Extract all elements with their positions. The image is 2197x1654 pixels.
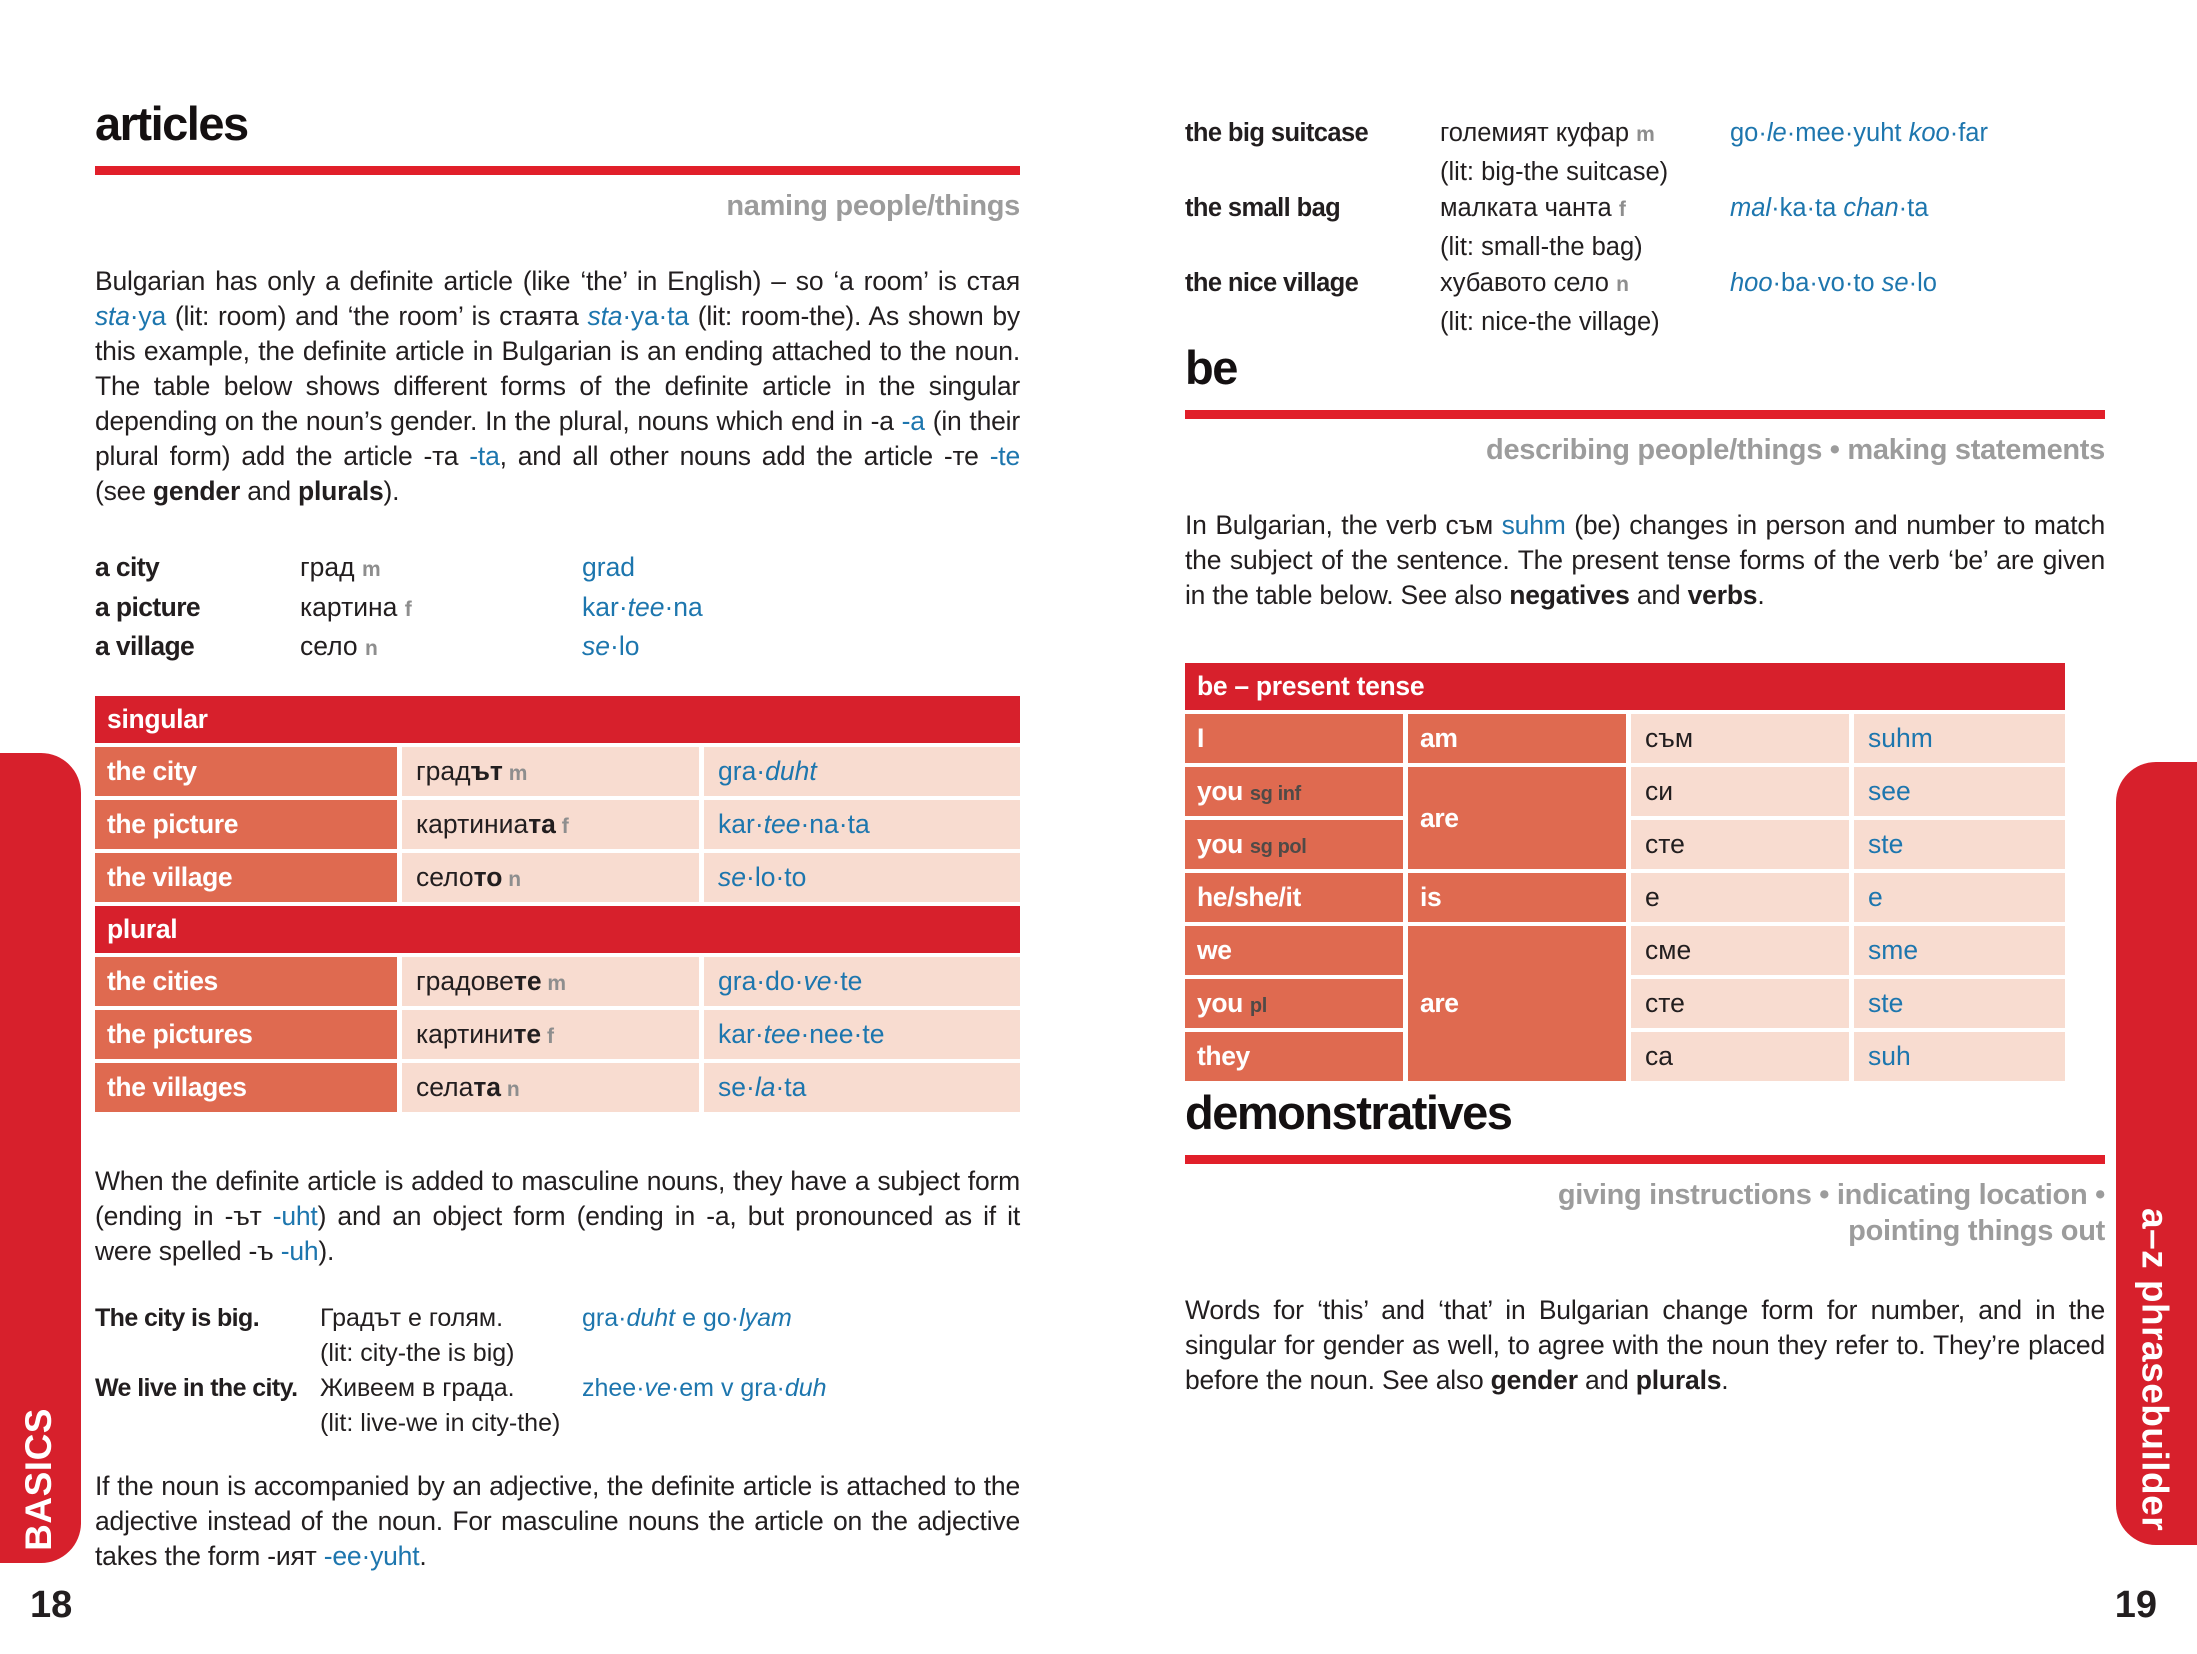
table-header-be-present: be – present tense (1185, 663, 2065, 710)
table-header-row (95, 696, 1020, 743)
cell-phonetic: sme (1854, 926, 2065, 975)
cell-english: the village (95, 853, 397, 902)
table-row (95, 1063, 1020, 1112)
example-row (1185, 190, 2105, 265)
cell-bulgarian: е (1631, 873, 1849, 922)
cell-bulgarian: градовете m (402, 957, 699, 1006)
cell-bulgarian: сте (1631, 979, 1849, 1028)
section-subtitle-articles: naming people/things (726, 190, 1020, 222)
cell-english: the pictures (95, 1010, 397, 1059)
table-header-plural: plural (95, 906, 1020, 953)
word-list-row (95, 589, 1020, 629)
word-list-row (95, 549, 1020, 589)
phonetic-sentence: zhee·ve·em v gra·duh (582, 1373, 827, 1402)
literal-gloss: (lit: big-the suitcase) (1440, 157, 1669, 186)
cell-verb: am (1408, 714, 1626, 763)
title-rule (95, 166, 1020, 175)
cell-english: the city (95, 747, 397, 796)
bulgarian-term: малката чанта f (1440, 194, 1626, 222)
phonetic-term: hoo·ba·vo·to se·lo (1730, 269, 1937, 297)
definite-article-table (90, 692, 1025, 1116)
subtitle-line: pointing things out (1848, 1215, 2105, 1247)
bulgarian-sentence: Градът е голям. (320, 1303, 504, 1332)
cell-pronoun: they (1185, 1032, 1403, 1081)
chapter-tab-label: BASICS (17, 1408, 59, 1551)
table-row (95, 800, 1020, 849)
cell-bulgarian: сме (1631, 926, 1849, 975)
cell-bulgarian: селата n (402, 1063, 699, 1112)
cell-pronoun: he/she/it (1185, 873, 1403, 922)
cell-bulgarian: селото n (402, 853, 699, 902)
cell-phonetic: se·lo·to (704, 853, 1020, 902)
demonstratives-intro-paragraph: Words for ‘this’ and ‘that’ in Bulgarian change form for number, and in the singular for gender as well, to agree with the noun they refer to. They’re placed before the noun. See also gender and plurals. (1185, 1295, 2105, 1395)
english-term: the small bag (1185, 194, 1341, 222)
cell-bulgarian: са (1631, 1032, 1849, 1081)
cell-pronoun: I (1185, 714, 1403, 763)
cell-pronoun: you sg inf (1185, 767, 1403, 816)
chapter-tab-label: a–z phrasebuilder (2134, 1207, 2176, 1531)
cell-pronoun: you sg pol (1185, 820, 1403, 869)
bulgarian-term: хубавото село n (1440, 269, 1629, 297)
table-row (95, 1010, 1020, 1059)
example-row (95, 1301, 1020, 1371)
section-title-demonstratives: demonstratives (1185, 1086, 1512, 1139)
cell-phonetic: gra·duht (704, 747, 1020, 796)
definite-example-list (1185, 115, 2105, 340)
cell-phonetic: kar·tee·na·ta (704, 800, 1020, 849)
cell-english: the villages (95, 1063, 397, 1112)
english-sentence: The city is big. (95, 1303, 260, 1332)
literal-gloss: (lit: live-we in city-the) (320, 1408, 561, 1437)
cell-phonetic: e (1854, 873, 2065, 922)
title-rule (1185, 410, 2105, 419)
cell-bulgarian: си (1631, 767, 1849, 816)
phonetic-term: mal·ka·ta chan·ta (1730, 194, 1929, 222)
cell-bulgarian: сте (1631, 820, 1849, 869)
english-term: a city (95, 552, 160, 582)
english-term: a village (95, 631, 195, 661)
page-number-right: 19 (2114, 1584, 2157, 1626)
literal-gloss: (lit: small-the bag) (1440, 232, 1643, 261)
page-left (95, 96, 1020, 1574)
table-row (1185, 926, 2065, 975)
articles-intro-paragraph: Bulgarian has only a definite article (like ‘the’ in English) – so ‘a room’ is стая sta·ya (lit: room) and ‘the room’ is стаята sta·ya·ta (lit: room-the). As shown by this example, the definite article in Bulgarian is an ending attached to the noun. The table below shows different forms of the definite article in the singular depending on the noun’s gender. In the plural, nouns which end in -а -a (in their plural form) add the article -та -ta, and all other nouns add the article -те -te (see gender and plurals). (95, 266, 1021, 506)
cell-verb: are (1408, 926, 1626, 1081)
cell-bulgarian: картиниата f (402, 800, 699, 849)
be-intro-paragraph: In Bulgarian, the verb съм suhm (be) changes in person and number to match the subject of the sentence. The present tense forms of the verb ‘be’ are given in the table below. See also negatives and verbs. (1185, 510, 2105, 610)
cell-bulgarian: картините f (402, 1010, 699, 1059)
section-subtitle-demonstratives (1185, 1177, 2105, 1249)
cell-verb: are (1408, 767, 1626, 869)
cell-phonetic: ste (1854, 820, 2065, 869)
phonetic-term: kar·tee·na (582, 591, 703, 622)
section-title-be: be (1185, 341, 1237, 394)
bulgarian-term: град m (300, 552, 381, 582)
english-sentence: We live in the city. (95, 1373, 298, 1402)
phonetic-term: se·lo (582, 631, 640, 661)
adjective-note-paragraph: If the noun is accompanied by an adjective, the definite article is attached to the adjective instead of the noun. For masculine nouns the article on the adjective takes the form -ият -ee·yuht. (95, 1470, 1020, 1571)
cell-pronoun: you pl (1185, 979, 1403, 1028)
english-term: the nice village (1185, 269, 1359, 297)
cell-verb: is (1408, 873, 1626, 922)
subtitle-line: giving instructions • indicating location • (1557, 1179, 2105, 1211)
cell-bulgarian: съм (1631, 714, 1849, 763)
cell-phonetic: suhm (1854, 714, 2065, 763)
cell-english: the picture (95, 800, 397, 849)
cell-pronoun: we (1185, 926, 1403, 975)
example-row (95, 1371, 1020, 1441)
section-subtitle-be: describing people/things • making statements (1486, 434, 2105, 466)
literal-gloss: (lit: city-the is big) (320, 1338, 515, 1367)
cell-phonetic: ste (1854, 979, 2065, 1028)
cell-phonetic: see (1854, 767, 2065, 816)
english-term: the big suitcase (1185, 119, 1369, 147)
title-rule (1185, 1155, 2105, 1164)
cell-english: the cities (95, 957, 397, 1006)
word-list-row (95, 628, 1020, 668)
table-row (95, 957, 1020, 1006)
cell-bulgarian: градът m (402, 747, 699, 796)
word-list (95, 549, 1020, 668)
cell-phonetic: se·la·ta (704, 1063, 1020, 1112)
table-row (95, 747, 1020, 796)
be-present-tense-table (1180, 659, 2070, 1085)
example-row (1185, 115, 2105, 190)
table-header-row (1185, 663, 2065, 710)
example-row (1185, 265, 2105, 340)
cell-phonetic: gra·do·ve·te (704, 957, 1020, 1006)
section-title-articles: articles (95, 97, 248, 150)
bulgarian-sentence: Живеем в града. (320, 1373, 515, 1402)
example-list (95, 1301, 1020, 1441)
table-row (1185, 873, 2065, 922)
table-header-row (95, 906, 1020, 953)
chapter-tab-basics (0, 753, 81, 1563)
cell-phonetic: kar·tee·nee·te (704, 1010, 1020, 1059)
table-row (1185, 714, 2065, 763)
page-number-left: 18 (30, 1584, 73, 1626)
masculine-note-paragraph: When the definite article is added to masculine nouns, they have a subject form (ending in -ът -uht) and an object form (ending in -a, but pronounced as if it were spelled -ъ -uh). (95, 1165, 1020, 1266)
table-header-singular: singular (95, 696, 1020, 743)
page-right (1185, 115, 2105, 1398)
phonetic-term: go·le·mee·yuht koo·far (1730, 119, 1988, 147)
cell-phonetic: suh (1854, 1032, 2065, 1081)
chapter-tab-phrasebuilder (2116, 762, 2197, 1545)
bulgarian-term: големият куфар m (1440, 119, 1655, 147)
phonetic-term: grad (582, 552, 636, 582)
table-row (95, 853, 1020, 902)
phonetic-sentence: gra·duht e go·lyam (582, 1303, 792, 1332)
english-term: a picture (95, 591, 201, 622)
bulgarian-term: село n (300, 631, 378, 661)
bulgarian-term: картина f (300, 591, 412, 622)
literal-gloss: (lit: nice-the village) (1440, 307, 1660, 336)
table-row (1185, 767, 2065, 816)
